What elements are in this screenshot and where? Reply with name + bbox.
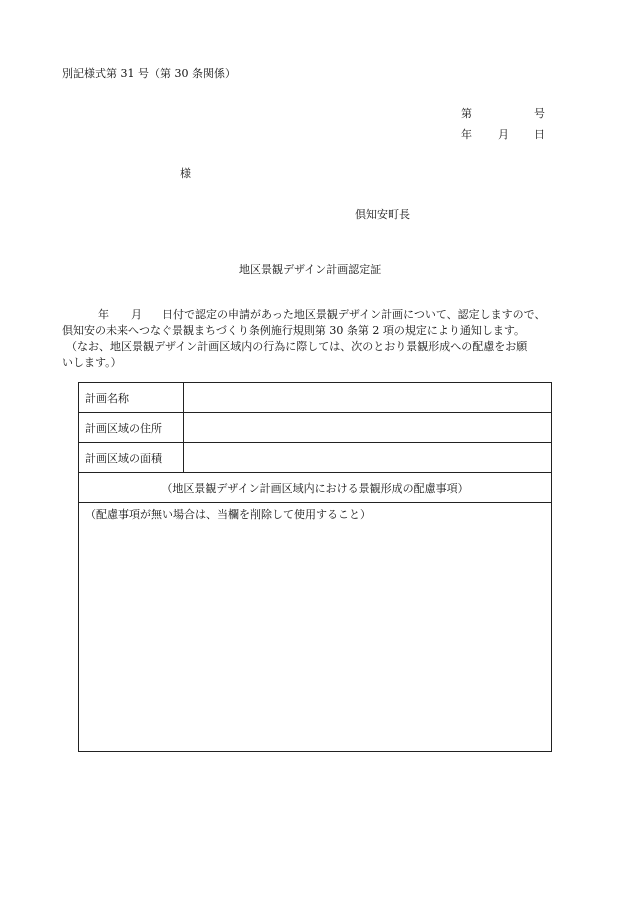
table-row: [79, 443, 552, 473]
body-line-3: （なお、地区景観デザイン計画区域内の行為に際しては、次のとおり景観形成への配慮をお願: [66, 340, 528, 353]
table-row: [79, 473, 552, 503]
date-month-label: 月: [498, 128, 509, 141]
number-suffix: 号: [534, 107, 545, 120]
issuer: 倶知安町長: [355, 208, 410, 221]
plan-address-label: 計画区域の住所: [79, 413, 184, 443]
date-year-label: 年: [461, 128, 472, 141]
body-line-2: 倶知安の未来へつなぐ景観まちづくり条例施行規則第 30 条第 2 項の規定により通知します。: [62, 324, 525, 337]
date-day-label: 日: [534, 128, 545, 141]
plan-area-field[interactable]: [184, 443, 552, 473]
page-title: 地区景観デザイン計画認定証: [239, 263, 382, 276]
plan-address-field[interactable]: [184, 413, 552, 443]
body-paragraph: [62, 307, 562, 371]
considerations-field[interactable]: [79, 503, 552, 752]
body-line-4: いします。）: [62, 356, 122, 369]
addressee-suffix: 様: [180, 167, 191, 180]
plan-name-field[interactable]: [184, 383, 552, 413]
table-row: [79, 503, 552, 752]
body-line-1: [62, 307, 562, 323]
table-row: [79, 383, 552, 413]
table-row: [79, 413, 552, 443]
body-month-label: 月: [131, 308, 142, 321]
considerations-note: （配慮事項が無い場合は、当欄を削除して使用すること）: [85, 508, 371, 521]
body-year-label: 年: [98, 308, 109, 321]
plan-name-label: 計画名称: [79, 383, 184, 413]
plan-table: [78, 382, 552, 752]
considerations-header: （地区景観デザイン計画区域内における景観形成の配慮事項）: [79, 473, 552, 503]
form-number: 別記様式第 31 号（第 30 条関係）: [62, 67, 236, 80]
plan-area-label: 計画区域の面積: [79, 443, 184, 473]
number-prefix: 第: [461, 107, 472, 120]
body-line-1-text: 日付で認定の申請があった地区景観デザイン計画について、認定しますので、: [162, 308, 546, 321]
